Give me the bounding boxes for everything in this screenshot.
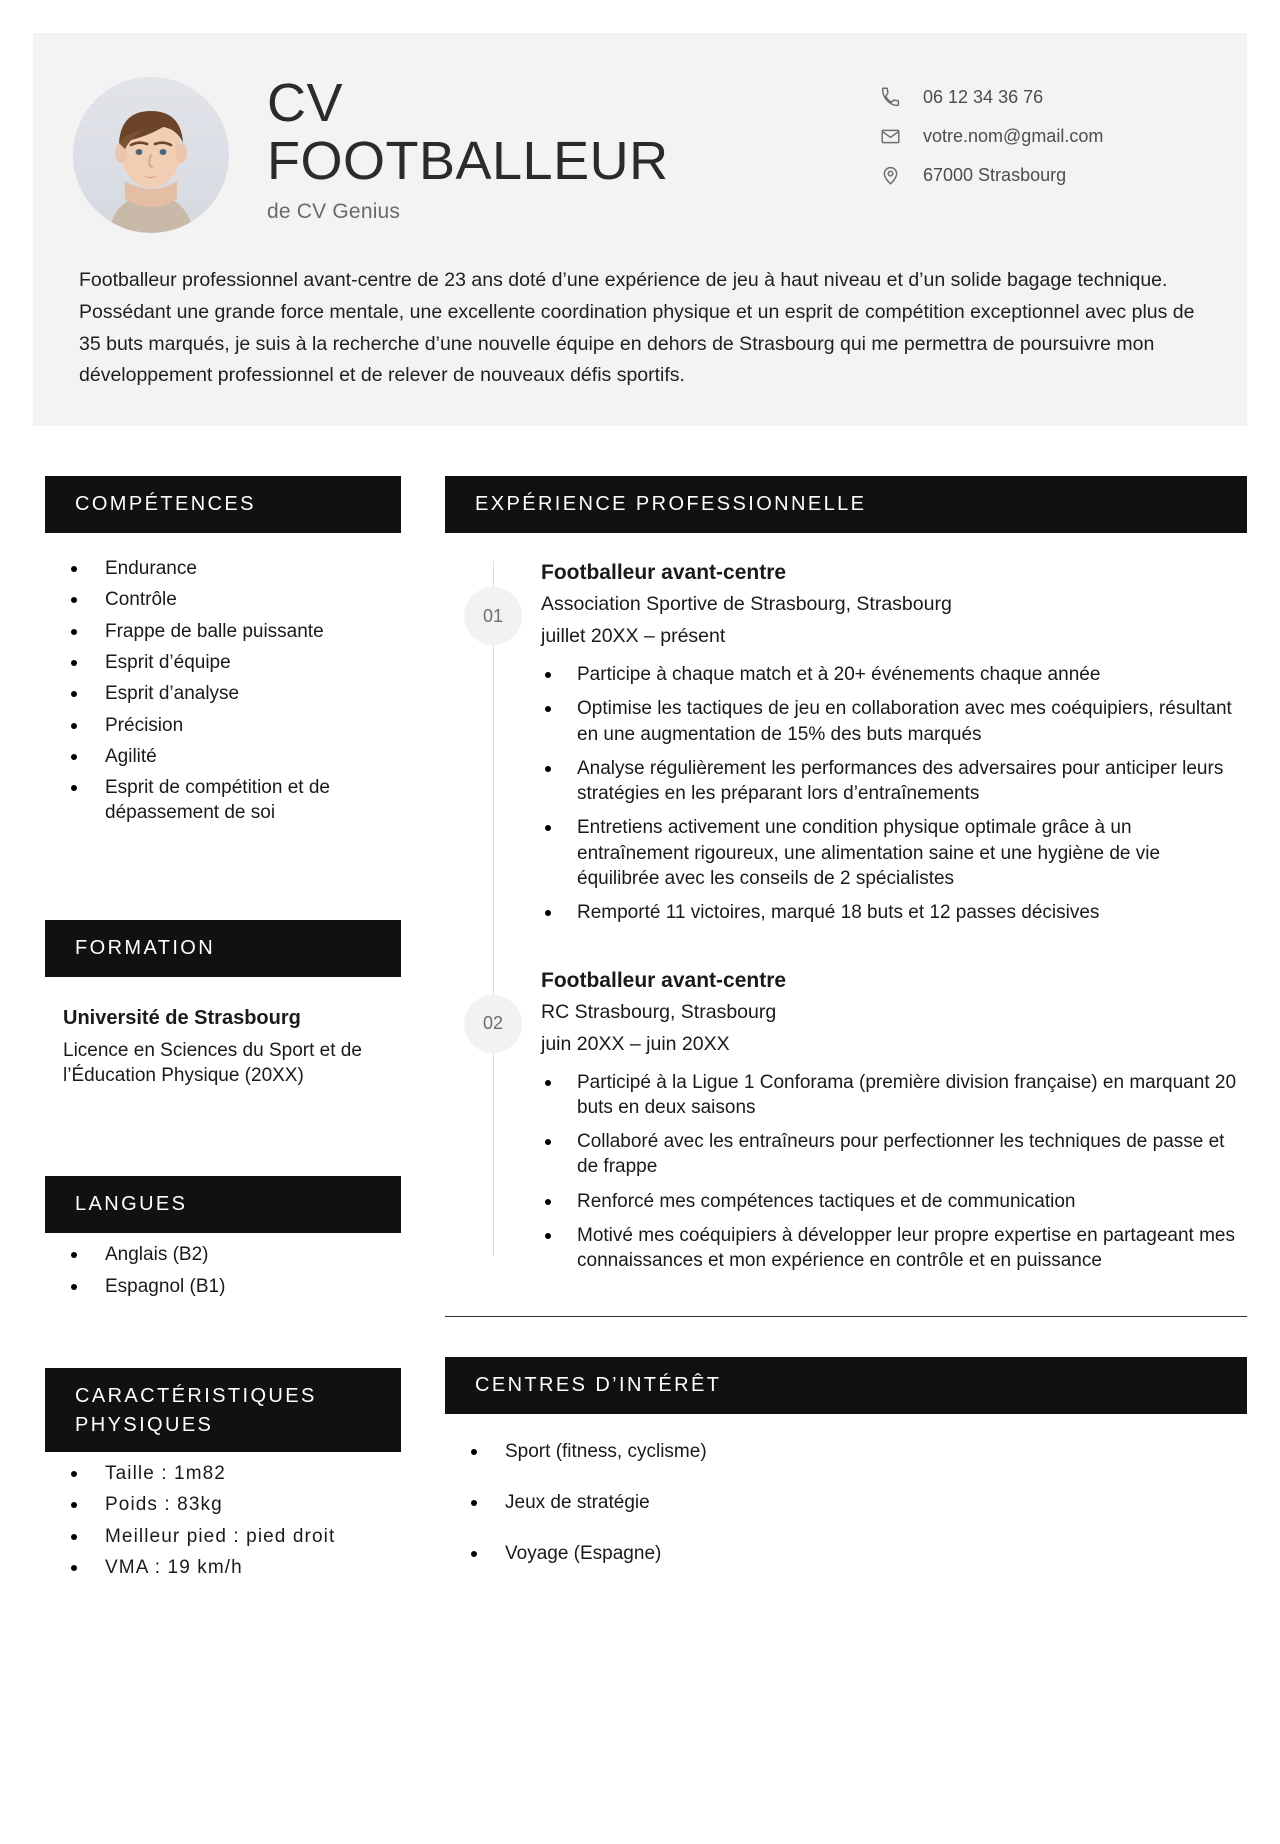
resume-page xyxy=(0,33,1280,1844)
list-item: Motivé mes coéquipiers à développer leur propre expertise en partageant mes connaissances et mon expérience en contrôle et en puissance xyxy=(541,1223,1241,1274)
section-header-langues: LANGUES xyxy=(45,1176,401,1233)
list-item: Agilité xyxy=(45,745,401,769)
experience-entry-1 xyxy=(445,561,1247,934)
contact-email-value: votre.nom@gmail.com xyxy=(923,126,1104,146)
list-item: Esprit d’équipe xyxy=(45,651,401,675)
job-bullets xyxy=(541,662,1241,925)
education-degree: Licence en Sciences du Sport et de l’Éducation Physique (20XX) xyxy=(63,1039,362,1087)
contact-phone xyxy=(877,87,1207,108)
contact-email xyxy=(877,126,1207,147)
list-item: Meilleur pied : pied droit xyxy=(45,1525,401,1549)
page-subtitle: de CV Genius xyxy=(267,199,401,223)
section-divider xyxy=(445,1316,1247,1317)
experience-body-1 xyxy=(541,561,1247,934)
contact-list xyxy=(877,73,1207,186)
spacer xyxy=(45,832,401,920)
list-item: Analyse régulièrement les performances des adversaires pour anticiper leurs stratégies en les préparant lors d’entraînements xyxy=(541,756,1241,807)
physical-attributes-list xyxy=(45,1462,401,1580)
page-title-line1: CV xyxy=(267,73,344,133)
timeline-marker-1 xyxy=(445,561,541,934)
contact-location-value: 67000 Strasbourg xyxy=(923,165,1067,185)
list-item: Esprit d’analyse xyxy=(45,682,401,706)
timeline-number: 02 xyxy=(464,995,522,1053)
job-dates: juin 20XX – juin 20XX xyxy=(541,1032,730,1055)
interests-list xyxy=(445,1440,1247,1566)
page-title-line2: FOOTBALLEUR xyxy=(267,130,669,191)
experience-body-2 xyxy=(541,969,1247,1283)
list-item: Anglais (B2) xyxy=(45,1243,401,1267)
spacer xyxy=(45,1088,401,1176)
profile-summary: Footballeur professionnel avant-centre de 23 ans doté d’une expérience de jeu à haut niveau et d’un solide bagage technique. Possédant une grande force mentale, une excellente coordination physique et un esprit de compétition exceptionnel avec plus de 35 buts marqués, je suis à la recherche d’une nouvelle équipe en dehors de Strasbourg qui me permettra de poursuivre mon développement professionnel et de relever de nouveaux défis sportifs. xyxy=(79,269,1195,387)
education-entry xyxy=(45,1007,401,1089)
section-header-experience: EXPÉRIENCE PROFESSIONNELLE xyxy=(445,476,1247,533)
location-pin-icon xyxy=(877,165,903,186)
envelope-icon xyxy=(877,126,903,147)
avatar xyxy=(73,77,229,233)
timeline-marker-2 xyxy=(445,969,541,1283)
right-column xyxy=(423,476,1247,1592)
section-header-competences: COMPÉTENCES xyxy=(45,476,401,533)
section-header-formation: FORMATION xyxy=(45,920,401,977)
list-item: Participé à la Ligue 1 Conforama (première division française) en marquant 20 buts en deux saisons xyxy=(541,1070,1241,1121)
section-header-physique xyxy=(45,1368,401,1452)
experience-timeline xyxy=(445,561,1247,1282)
list-item: Esprit de compétition et de dépassement de soi xyxy=(45,776,401,825)
list-item: VMA : 19 km/h xyxy=(45,1556,401,1580)
resume-header xyxy=(33,33,1247,426)
name-block xyxy=(267,73,857,224)
list-item: Espagnol (B1) xyxy=(45,1275,401,1299)
list-item: Entretiens activement une condition physique optimale grâce à un entraînement rigoureux, une alimentation saine et une hygiène de vie équilibrée avec les conseils de 2 spécialistes xyxy=(541,815,1241,891)
skills-list xyxy=(45,557,401,825)
section-header-physique-line1: CARACTÉRISTIQUES xyxy=(75,1385,317,1408)
list-item: Remporté 11 victoires, marqué 18 buts et 12 passes décisives xyxy=(541,900,1241,925)
job-dates: juillet 20XX – présent xyxy=(541,625,726,648)
list-item: Jeux de stratégie xyxy=(445,1491,1247,1516)
list-item: Endurance xyxy=(45,557,401,581)
list-item: Taille : 1m82 xyxy=(45,1462,401,1486)
phone-icon xyxy=(877,87,903,108)
header-top-row xyxy=(73,73,1207,233)
list-item: Poids : 83kg xyxy=(45,1493,401,1517)
job-bullets xyxy=(541,1070,1241,1274)
contact-location xyxy=(877,165,1207,186)
job-title: Footballeur avant-centre xyxy=(541,968,787,992)
job-organization: RC Strasbourg, Strasbourg xyxy=(541,1000,777,1023)
education-school: Université de Strasbourg xyxy=(63,1006,301,1029)
list-item: Participe à chaque match et à 20+ événements chaque année xyxy=(541,662,1241,687)
list-item: Renforcé mes compétences tactiques et de communication xyxy=(541,1189,1241,1214)
timeline-number: 01 xyxy=(464,587,522,645)
spacer xyxy=(45,1306,401,1368)
left-column xyxy=(33,476,423,1587)
section-header-physique-line2: PHYSIQUES xyxy=(75,1414,214,1437)
job-title: Footballeur avant-centre xyxy=(541,561,787,585)
list-item: Contrôle xyxy=(45,588,401,612)
languages-list xyxy=(45,1243,401,1299)
job-organization: Association Sportive de Strasbourg, Strasbourg xyxy=(541,593,952,616)
resume-body xyxy=(33,476,1247,1592)
portrait-photo-icon xyxy=(73,77,229,233)
list-item: Optimise les tactiques de jeu en collaboration avec mes coéquipiers, résultant en une augmentation de 15% des buts marqués xyxy=(541,696,1241,747)
contact-phone-value: 06 12 34 36 76 xyxy=(923,87,1044,107)
list-item: Sport (fitness, cyclisme) xyxy=(445,1440,1247,1465)
list-item: Précision xyxy=(45,714,401,738)
list-item: Collaboré avec les entraîneurs pour perfectionner les techniques de passe et de frappe xyxy=(541,1129,1241,1180)
list-item: Frappe de balle puissante xyxy=(45,620,401,644)
section-header-interets: CENTRES D’INTÉRÊT xyxy=(445,1357,1247,1414)
experience-entry-2 xyxy=(445,969,1247,1283)
list-item: Voyage (Espagne) xyxy=(445,1542,1247,1567)
